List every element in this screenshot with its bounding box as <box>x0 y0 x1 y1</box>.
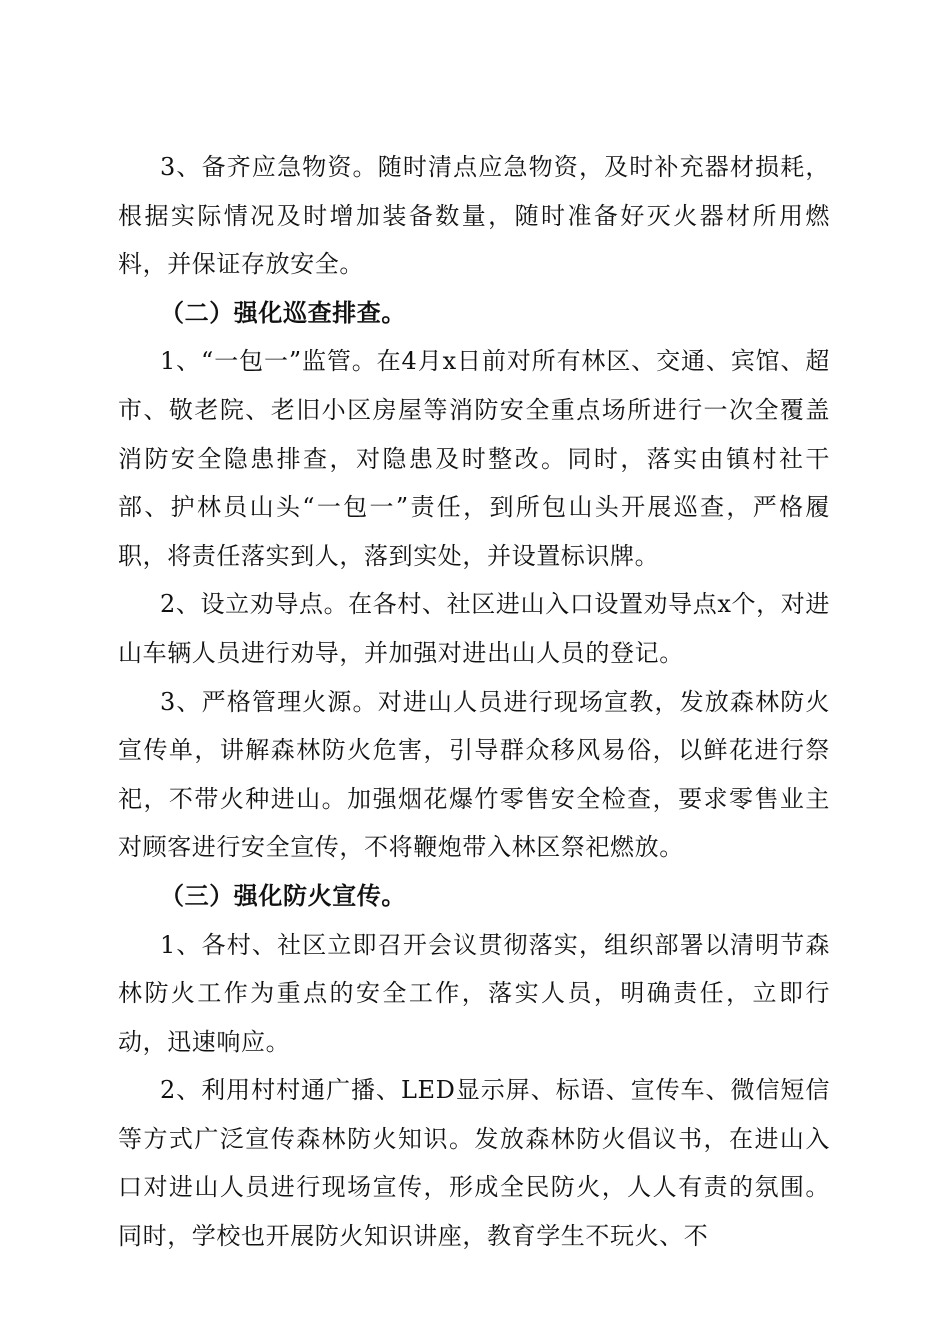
paragraph-one-to-one-supervision: 1、“一包一”监管。在4月x日前对所有林区、交通、宾馆、超市、敬老院、老旧小区房屋等消防安全重点场所进行一次全覆盖消防安全隐患排查，对隐患及时整改。同时，落实由镇村社干部、护林员山头“一包一”责任，到所包山头开展巡查，严格履职，将责任落实到人，落到实处，并设置标识牌。 <box>118 347 830 570</box>
section-heading-inspection: （二）强化巡查排查。 <box>160 297 406 327</box>
paragraph-prepare-supplies: 3、备齐应急物资。随时清点应急物资，及时补充器材损耗，根据实际情况及时增加装备数量，随时准备好灭火器材所用燃料，并保证存放安全。 <box>118 153 830 279</box>
paragraph-persuasion-points: 2、设立劝导点。在各村、社区进山入口设置劝导点x个，对进山车辆人员进行劝导，并加强对进出山人员的登记。 <box>118 590 830 667</box>
section-heading-publicity: （三）强化防火宣传。 <box>160 880 406 910</box>
paragraph-publicity-channels: 2、利用村村通广播、LED显示屏、标语、宣传车、微信短信等方式广泛宣传森林防火知识。发放森林防火倡议书，在进山入口对进山人员进行现场宣传，形成全民防火，人人有责的氛围。同时，学校也开展防火知识讲座，教育学生不玩火、不 <box>118 1076 830 1251</box>
paragraph-fire-source-management: 3、严格管理火源。对进山人员进行现场宣教，发放森林防火宣传单，讲解森林防火危害，引导群众移风易俗，以鲜花进行祭祀，不带火种进山。加强烟花爆竹零售安全检查，要求零售业主对顾客进行安全宣传，不将鞭炮带入林区祭祀燃放。 <box>118 687 830 862</box>
paragraph-village-meetings: 1、各村、社区立即召开会议贯彻落实，组织部署以清明节森林防火工作为重点的安全工作，落实人员，明确责任，立即行动，迅速响应。 <box>118 930 830 1056</box>
document-body <box>118 143 830 1261</box>
